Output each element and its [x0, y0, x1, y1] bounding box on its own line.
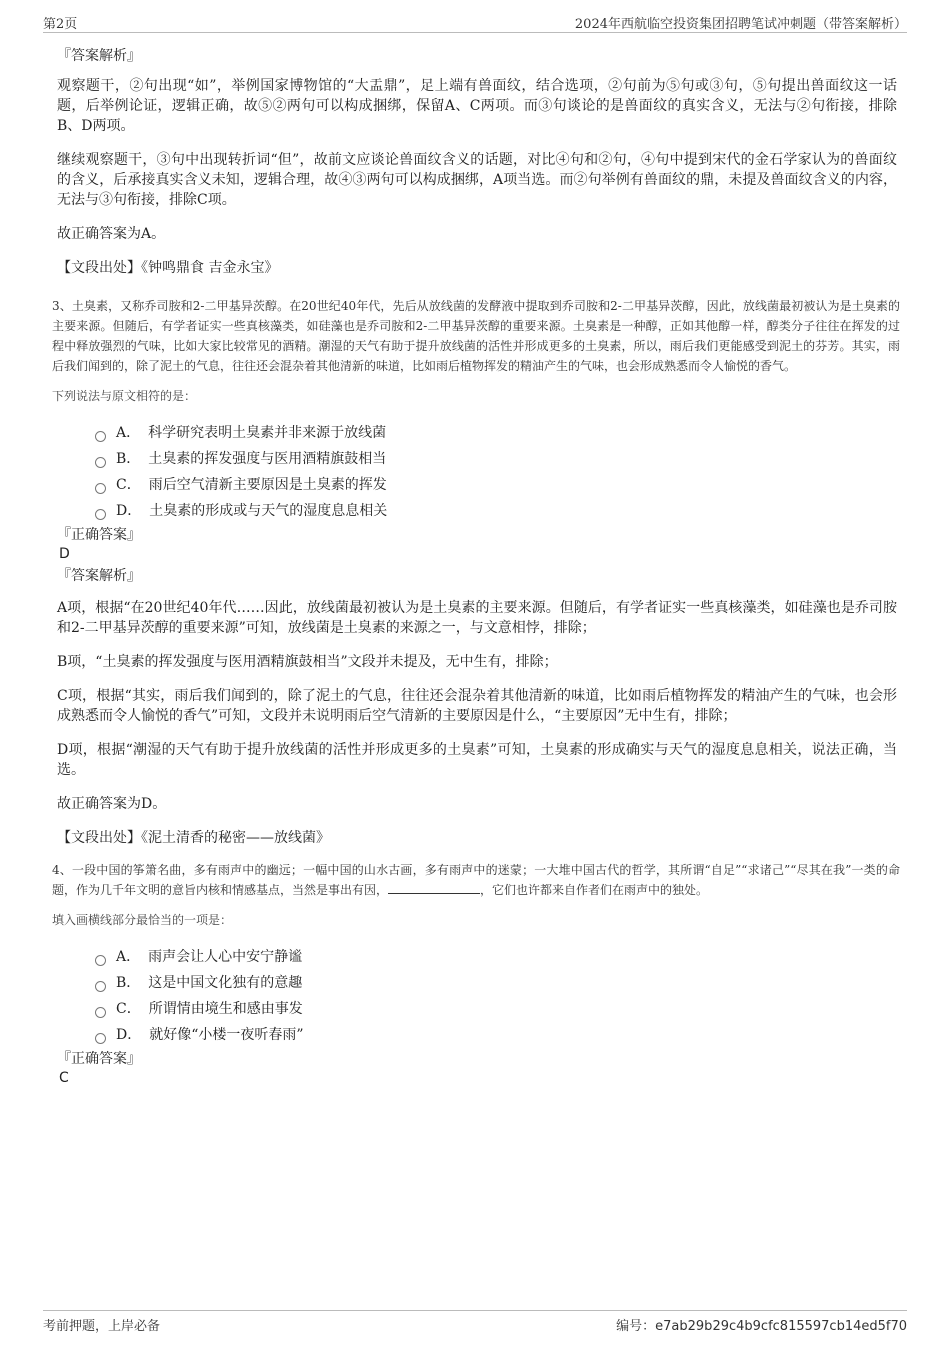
- q3-analysis-a: A项，根据“在20世纪40年代……因此，放线菌最初被认为是土臭素的主要来源。但随后，有学者证实一些真核藻类，如硅藻也是乔司胺和2-二甲基异茨醇的重要来源”可知，放线菌是土臭素的来源之一，与文意相悖，排除；: [57, 600, 897, 636]
- radio-icon[interactable]: [95, 457, 106, 468]
- q3-option-a[interactable]: [95, 420, 897, 446]
- q3-analysis-d: D项，根据“潮湿的天气有助于提升放线菌的活性并形成更多的土臭素”可知，土臭素的形成确实与天气的湿度息息相关，说法正确，当选。: [57, 742, 897, 778]
- radio-icon[interactable]: [95, 981, 106, 992]
- option-text: 土臭素的形成或与天气的湿度息息相关: [149, 503, 388, 519]
- option-text: 科学研究表明土臭素并非来源于放线菌: [148, 425, 387, 441]
- radio-icon[interactable]: [95, 955, 106, 966]
- q3-option-c[interactable]: [95, 472, 897, 498]
- q4-answer: C: [59, 1070, 69, 1086]
- q4-text-before: 4、一段中国的筝箫名曲，多有雨声中的幽远；一幅中国的山水古画，多有雨声中的迷蒙；一大堆中国古代的哲学，其所谓“自足”“求诸己”“尽其在我”一类的命题，作为几千年文明的意旨内核和情感基点，当然是事出有因，: [52, 863, 900, 897]
- q2-analysis-para-2: 继续观察题干，③句中出现转折词“但”，故前文应谈论兽面纹含义的话题，对比④句和②句，④句中提到宋代的金石学家认为的兽面纹的含义，后承接真实含义未知，逻辑合理，故④③两句可以构成捆绑，A项当选。而②句举例有兽面纹的鼎，未提及兽面纹含义的内容，无法与③句衔接，排除C项。: [57, 152, 897, 208]
- q3-text: 3、土臭素，又称乔司胺和2-二甲基异茨醇。在20世纪40年代，先后从放线菌的发酵液中提取到乔司胺和2-二甲基异茨醇，因此，放线菌最初被认为是土臭素的主要来源。但随后，有学者证实一些真核藻类，如硅藻也是乔司胺和2-二甲基异茨醇的重要来源。土臭素是一种醇，正如其他醇一样，醇类分子往往在挥发的过程中释放强烈的气味，比如大家比较常见的酒精。潮湿的天气有助于提升放线菌的活性并形成更多的土臭素，所以，雨后我们更能感受到泥土的芬芳。其实，雨后我们闻到的，除了泥土的气息，往往还会混杂着其他清新的味道，比如雨后植物挥发的精油产生的气味，也会形成熟悉而令人愉悦的香气。: [52, 299, 900, 373]
- q3-option-d[interactable]: [95, 498, 897, 524]
- code-label: 编号：: [616, 1319, 656, 1334]
- option-text: 所谓情由境生和感由事发: [148, 1001, 303, 1017]
- q2-analysis-tag: 『答案解析』: [57, 48, 141, 64]
- page-header: [43, 12, 907, 33]
- radio-icon[interactable]: [95, 483, 106, 494]
- option-letter: C．: [116, 1001, 141, 1017]
- option-letter: D．: [116, 1027, 142, 1043]
- code-value: e7ab29b29c4b9cfc815597cb14ed5f70: [655, 1319, 907, 1334]
- q3-answer-tag: 『正确答案』: [57, 527, 141, 543]
- q4-text-after: ，它们也许都来自作者们在雨声中的独处。: [480, 883, 709, 897]
- q3-source: 【文段出处】《泥土清香的秘密——放线菌》: [57, 830, 330, 846]
- option-text: 雨声会让人心中安宁静谧: [148, 949, 303, 965]
- document-code: [616, 1315, 907, 1334]
- option-letter: C．: [116, 477, 141, 493]
- page-number: 第2页: [43, 17, 78, 32]
- fill-blank: [388, 881, 480, 894]
- q3-analysis-b: B项，“土臭素的挥发强度与医用酒精旗鼓相当”文段并未提及，无中生有，排除；: [57, 654, 558, 670]
- q4-option-c[interactable]: [95, 996, 897, 1022]
- option-letter: B．: [116, 975, 141, 991]
- radio-icon[interactable]: [95, 1033, 106, 1044]
- q4-options: [95, 944, 897, 1048]
- option-text: 这是中国文化独有的意趣: [148, 975, 303, 991]
- q4-answer-tag: 『正确答案』: [57, 1051, 141, 1067]
- q2-analysis-para-1: 观察题干，②句出现“如”，举例国家博物馆的“大盂鼎”，足上端有兽面纹，结合选项，②句前为⑤句或③句，⑤句提出兽面纹这一话题，后举例论证，逻辑正确，故⑤②两句可以构成捆绑，保留A、C两项。而③句谈论的是兽面纹的真实含义，无法与②句衔接，排除B、D两项。: [57, 78, 897, 134]
- q3-analysis-tag: 『答案解析』: [57, 568, 141, 584]
- radio-icon[interactable]: [95, 509, 106, 520]
- footer-note: 考前押题，上岸必备: [43, 1319, 161, 1334]
- q4-option-b[interactable]: [95, 970, 897, 996]
- q3-option-b[interactable]: [95, 446, 897, 472]
- q3-analysis-c: C项，根据“其实，雨后我们闻到的，除了泥土的气息，往往还会混杂着其他清新的味道，比如雨后植物挥发的精油产生的气味，也会形成熟悉而令人愉悦的香气”可知，文段并未说明雨后空气清新的主要原因是什么，“主要原因”无中生有，排除；: [57, 688, 897, 724]
- option-text: 就好像“小楼一夜听春雨”: [149, 1027, 304, 1043]
- document-title: 2024年西航临空投资集团招聘笔试冲刺题（带答案解析）: [574, 17, 907, 32]
- q4-option-a[interactable]: [95, 944, 897, 970]
- option-text: 雨后空气清新主要原因是土臭素的挥发: [148, 477, 387, 493]
- page-footer: [43, 1310, 907, 1333]
- q4-option-d[interactable]: [95, 1022, 897, 1048]
- q4-text: [52, 860, 900, 900]
- q3-answer: D: [59, 546, 70, 562]
- q4-prompt: 填入画横线部分最恰当的一项是：: [52, 913, 233, 927]
- q2-source: 【文段出处】《钟鸣鼎食 吉金永宝》: [57, 260, 279, 276]
- option-letter: B．: [116, 451, 141, 467]
- q3-options: [95, 420, 897, 524]
- radio-icon[interactable]: [95, 1007, 106, 1018]
- q3-prompt: 下列说法与原文相符的是：: [52, 389, 197, 403]
- main-content: [52, 46, 900, 1090]
- radio-icon[interactable]: [95, 431, 106, 442]
- q2-conclusion: 故正确答案为A。: [57, 226, 166, 242]
- option-letter: D．: [116, 503, 142, 519]
- option-letter: A．: [116, 425, 141, 441]
- q3-conclusion: 故正确答案为D。: [57, 796, 167, 812]
- option-text: 土臭素的挥发强度与医用酒精旗鼓相当: [148, 451, 387, 467]
- option-letter: A．: [116, 949, 141, 965]
